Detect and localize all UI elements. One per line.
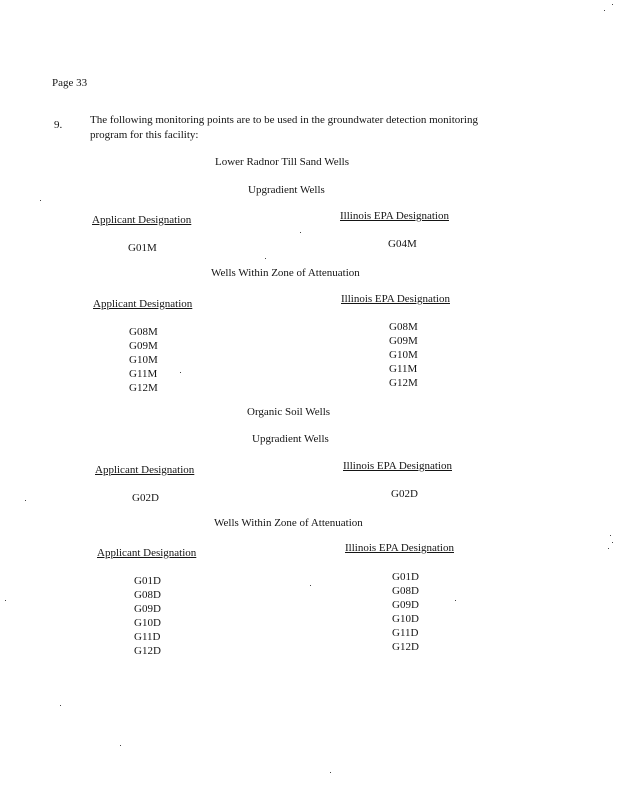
iepa-header-3: Illinois EPA Designation	[343, 460, 452, 472]
scan-speck	[455, 600, 456, 601]
list-item: G11D	[134, 631, 161, 643]
zone-iepa-list-1	[389, 320, 418, 390]
list-item: G12M	[389, 377, 418, 389]
list-item: G09M	[129, 340, 158, 352]
upgradient-applicant-well-2: G02D	[132, 492, 159, 504]
list-item: G12D	[392, 641, 419, 653]
iepa-header-4: Illinois EPA Designation	[345, 542, 454, 554]
scan-speck	[25, 500, 26, 501]
applicant-header-3: Applicant Designation	[95, 464, 195, 476]
applicant-header-2: Applicant Designation	[93, 298, 193, 310]
zone-iepa-list-2	[392, 570, 419, 654]
page-label: Page 33	[52, 77, 88, 89]
list-item: G09D	[134, 603, 161, 615]
upgradient-iepa-well-1: G04M	[388, 238, 417, 250]
scan-speck	[265, 258, 266, 259]
section-title-lower-radnor: Lower Radnor Till Sand Wells	[215, 156, 349, 168]
scan-speck	[5, 600, 6, 601]
upgradient-heading-2: Upgradient Wells	[252, 433, 329, 445]
scan-speck	[180, 372, 181, 373]
intro-line-1: The following monitoring points are to be used in the groundwater detection monitoring	[90, 114, 478, 126]
list-item: G10M	[389, 349, 418, 361]
list-item: G09M	[389, 335, 418, 347]
list-item: G08M	[129, 326, 158, 338]
section-title-organic-soil: Organic Soil Wells	[247, 406, 331, 418]
list-item: G10D	[392, 613, 419, 625]
zone-applicant-list-1	[129, 325, 158, 395]
scan-speck	[300, 232, 301, 233]
list-item: G11M	[129, 368, 158, 380]
scan-speck	[330, 772, 331, 773]
zone-heading-2: Wells Within Zone of Attenuation	[214, 517, 363, 529]
list-item: G08D	[134, 589, 161, 601]
scan-speck	[612, 4, 613, 5]
upgradient-applicant-well-1: G01M	[128, 242, 157, 254]
list-item: G08D	[392, 585, 419, 597]
scan-speck	[120, 745, 121, 746]
zone-applicant-list-2	[134, 574, 161, 658]
list-item: G01D	[392, 571, 419, 583]
list-item: G10M	[129, 354, 158, 366]
upgradient-iepa-well-2: G02D	[391, 488, 418, 500]
zone-heading-1: Wells Within Zone of Attenuation	[211, 267, 360, 279]
list-item: G12D	[134, 645, 161, 657]
item-number: 9.	[54, 119, 63, 131]
scan-speck	[310, 585, 311, 586]
scan-speck	[612, 542, 613, 543]
list-item: G11M	[389, 363, 418, 375]
scan-speck	[610, 535, 611, 536]
iepa-header-1: Illinois EPA Designation	[340, 210, 449, 222]
upgradient-heading-1: Upgradient Wells	[248, 184, 325, 196]
applicant-header-1: Applicant Designation	[92, 214, 192, 226]
list-item: G12M	[129, 382, 158, 394]
applicant-header-4: Applicant Designation	[97, 547, 197, 559]
list-item: G01D	[134, 575, 161, 587]
scan-speck	[40, 200, 41, 201]
list-item: G11D	[392, 627, 419, 639]
list-item: G08M	[389, 321, 418, 333]
intro-line-2: program for this facility:	[90, 129, 199, 141]
list-item: G10D	[134, 617, 161, 629]
scan-speck	[60, 705, 61, 706]
scan-speck	[608, 548, 609, 549]
list-item: G09D	[392, 599, 419, 611]
scan-speck	[604, 10, 605, 11]
iepa-header-2: Illinois EPA Designation	[341, 293, 450, 305]
